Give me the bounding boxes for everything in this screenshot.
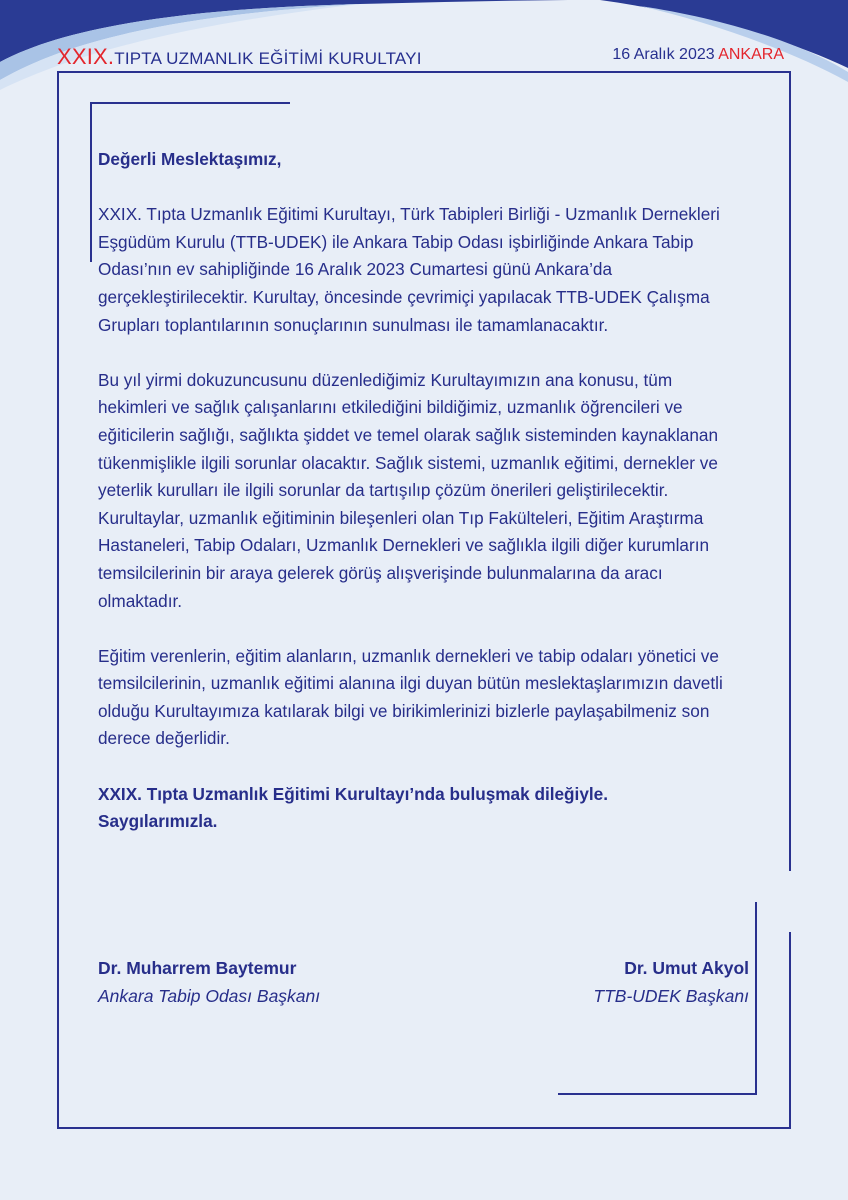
signatory-right-role: TTB-UDEK Başkanı xyxy=(593,986,749,1006)
frame-bottom-line xyxy=(57,1127,791,1129)
frame-left-line xyxy=(57,71,59,1129)
paragraph-1: XXIX. Tıpta Uzmanlık Eğitimi Kurultayı, Türk Tabipleri Birliği - Uzmanlık Dernekleri Eşgüdüm Kurulu (TTB-UDEK) ile Ankara Tabip Odası işbirliğinde Ankara Tabip Odası’nın ev sahipliğinde 16 Aralık 2023 Cumartesi günü Ankara’da gerçekleştirilecektir. Kurultay, öncesinde çevrimiçi yapılacak TTB-UDEK Çalışma Grupları toplantılarının sonuçlarının sunulması ile tamamlanacaktır. xyxy=(98,204,720,335)
event-date: 16 Aralık 2023 xyxy=(612,46,715,63)
frame-top-line xyxy=(57,71,791,73)
salutation: Değerli Meslektaşımız, xyxy=(98,149,282,169)
closing xyxy=(98,781,738,836)
closing-line-1: XXIX. Tıpta Uzmanlık Eğitimi Kurultayı’nda buluşmak dileğiyle. xyxy=(98,783,609,804)
paragraph-2: Bu yıl yirmi dokuzuncusunu düzenlediğimiz Kurultayımızın ana konusu, tüm hekimleri ve sağlık çalışanlarını etkilediğini bildiğimiz, uzmanlık öğrencileri ve eğiticilerin sağlığı, sağlıkta şiddet ve temel olarak sağlık sisteminden kaynaklanan tükenmişlikle ilgili sorunlar olacaktır. Sağlık sistemi, uzmanlık eğitimi, dernekler ve yeterlik kurulları ile ilgili sorunlar da tartışılıp çözüm önerileri geliştirilecektir. Kurultaylar, uzmanlık eğitiminin bileşenleri olan Tıp Fakülteleri, Eğitim Araştırma Hastaneleri, Tabip Odaları, Uzmanlık Dernekleri ve sağlıkla ilgili diğer kurumların temsilcilerinin bir araya gelerek görüş alışverişinde bulunmalarına da aracı olmaktadır. xyxy=(98,369,719,611)
event-number: XXIX. xyxy=(57,44,115,69)
letter-body xyxy=(98,146,738,863)
closing-line-2: Saygılarımızla. xyxy=(98,811,218,832)
signatory-right-name: Dr. Umut Akyol xyxy=(624,958,749,978)
inner-right-accent xyxy=(755,902,757,1095)
inner-top-accent xyxy=(90,102,290,104)
frame-right-line-lower xyxy=(789,932,791,1129)
signatory-left-name: Dr. Muharrem Baytemur xyxy=(98,958,297,978)
event-city: ANKARA xyxy=(718,46,784,63)
signature-left xyxy=(98,954,320,1010)
frame-right-line-upper xyxy=(789,71,791,871)
event-title-text: TIPTA UZMANLIK EĞİTİMİ KURULTAYI xyxy=(114,49,422,68)
signatory-left-role: Ankara Tabip Odası Başkanı xyxy=(98,986,321,1006)
event-date-location xyxy=(612,46,784,64)
event-title xyxy=(57,44,422,70)
signature-right xyxy=(593,954,749,1010)
inner-left-accent xyxy=(90,102,92,262)
inner-bottom-accent xyxy=(558,1093,757,1095)
paragraph-3: Eğitim verenlerin, eğitim alanların, uzmanlık dernekleri ve tabip odaları yönetici ve temsilcilerinin, uzmanlık eğitimi alanına ilgi duyan bütün meslektaşlarımızın davetli olduğu Kurultayımıza katılarak bilgi ve birikimlerinizi bizlerle paylaşabilmeniz son derece değerlidir. xyxy=(98,645,723,749)
